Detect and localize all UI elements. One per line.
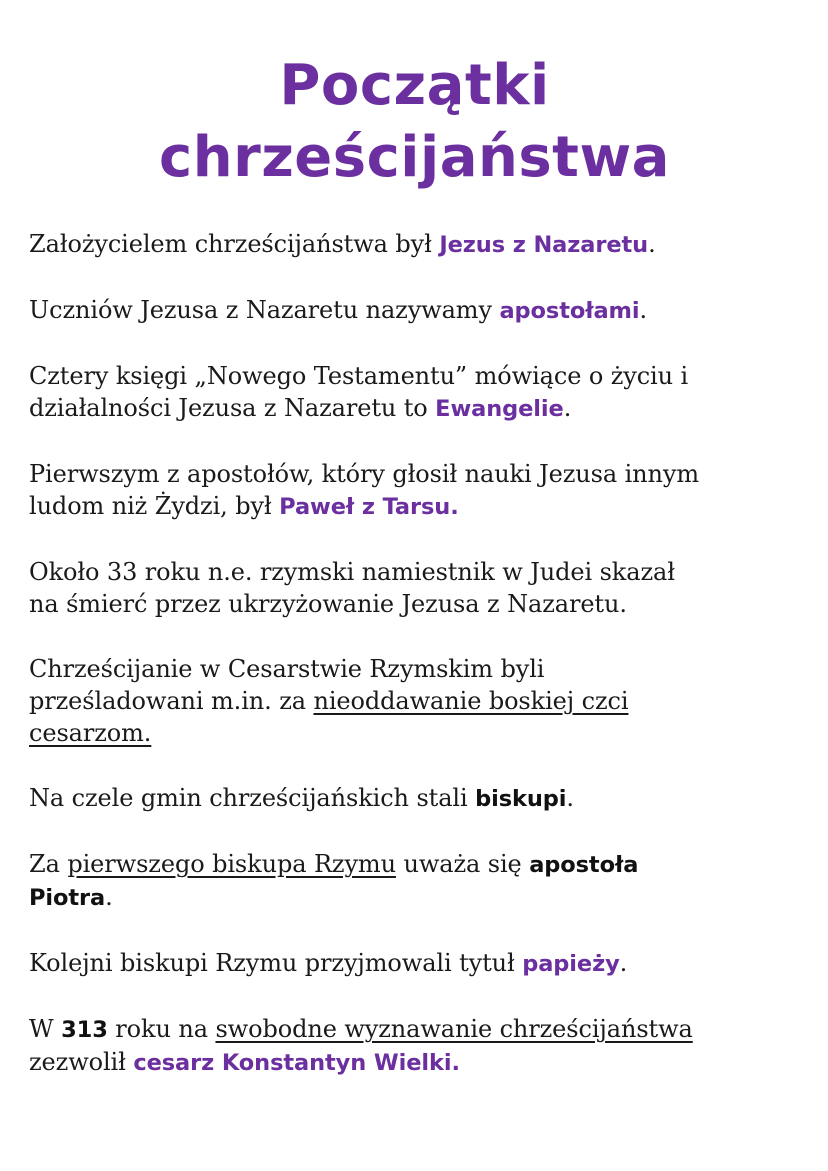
fact-text: Chrześcijanie w Cesarstwie Rzymskim byli xyxy=(29,655,545,683)
fact-bold: 313 xyxy=(61,1017,108,1043)
fact-text: . xyxy=(648,230,656,258)
fact-bold: biskupi xyxy=(475,786,567,812)
page-title xyxy=(29,50,800,194)
fact-highlight: apostołami xyxy=(499,298,640,324)
title-line-2: chrześcijaństwa xyxy=(159,125,670,190)
fact-text: . xyxy=(105,883,113,911)
fact-text: uważa się xyxy=(395,850,530,878)
fact-underline: nieoddawanie boskiej czci xyxy=(313,687,629,715)
fact-text: . xyxy=(563,394,572,422)
fact-text: Za xyxy=(29,850,68,878)
fact-paul xyxy=(29,458,800,523)
fact-text: działalności Jezusa z Nazaretu to xyxy=(29,394,436,422)
fact-underline: swobodne wyznawanie chrześcijaństwa xyxy=(215,1015,693,1043)
fact-text: Założycielem chrześcijaństwa był xyxy=(29,230,440,258)
fact-text: ludom niż Żydzi, był xyxy=(29,492,280,520)
fact-text: Cztery księgi „Nowego Testamentu” mówiące o życiu i xyxy=(29,362,689,390)
fact-underline: pierwszego biskupa Rzymu xyxy=(67,850,396,878)
fact-crucifixion xyxy=(29,556,800,620)
fact-highlight: Ewangelie xyxy=(435,396,564,422)
fact-text: prześladowani m.in. za xyxy=(29,687,314,715)
fact-text: na śmierć przez ukrzyżowanie Jezusa z Nazaretu. xyxy=(29,590,627,618)
fact-text: W xyxy=(29,1015,62,1043)
fact-gospels xyxy=(29,360,800,425)
fact-text: roku na xyxy=(107,1015,216,1043)
fact-text: Kolejni biskupi Rzymu przyjmowali tytuł xyxy=(29,949,523,977)
title-line-1: Początki xyxy=(279,53,550,118)
fact-underline: cesarzom. xyxy=(29,719,152,747)
fact-text: zezwolił xyxy=(29,1048,134,1076)
fact-text: Na czele gmin chrześcijańskich stali xyxy=(29,784,476,812)
fact-founder xyxy=(29,228,800,261)
fact-bold: apostoła xyxy=(529,852,639,878)
fact-persecution xyxy=(29,653,800,749)
fact-highlight: Paweł z Tarsu. xyxy=(279,494,459,520)
fact-text: Około 33 roku n.e. rzymski namiestnik w Judei skazał xyxy=(29,558,675,586)
fact-edict xyxy=(29,1013,800,1079)
fact-first-bishop xyxy=(29,848,800,914)
fact-highlight: cesarz Konstantyn Wielki. xyxy=(133,1050,460,1076)
fact-bishops xyxy=(29,782,800,815)
facts-list xyxy=(29,228,800,1079)
fact-text: . xyxy=(619,949,628,977)
fact-text: Uczniów Jezusa z Nazaretu nazywamy xyxy=(29,296,500,324)
fact-text: . xyxy=(566,784,574,812)
fact-popes xyxy=(29,947,800,980)
fact-highlight: Jezus z Nazaretu xyxy=(439,232,649,258)
fact-text: Pierwszym z apostołów, który głosił nauki Jezusa innym xyxy=(29,460,699,488)
fact-text: . xyxy=(639,296,648,324)
fact-apostles xyxy=(29,294,800,327)
fact-bold: Piotra xyxy=(29,885,106,911)
fact-highlight: papieży xyxy=(522,951,620,977)
